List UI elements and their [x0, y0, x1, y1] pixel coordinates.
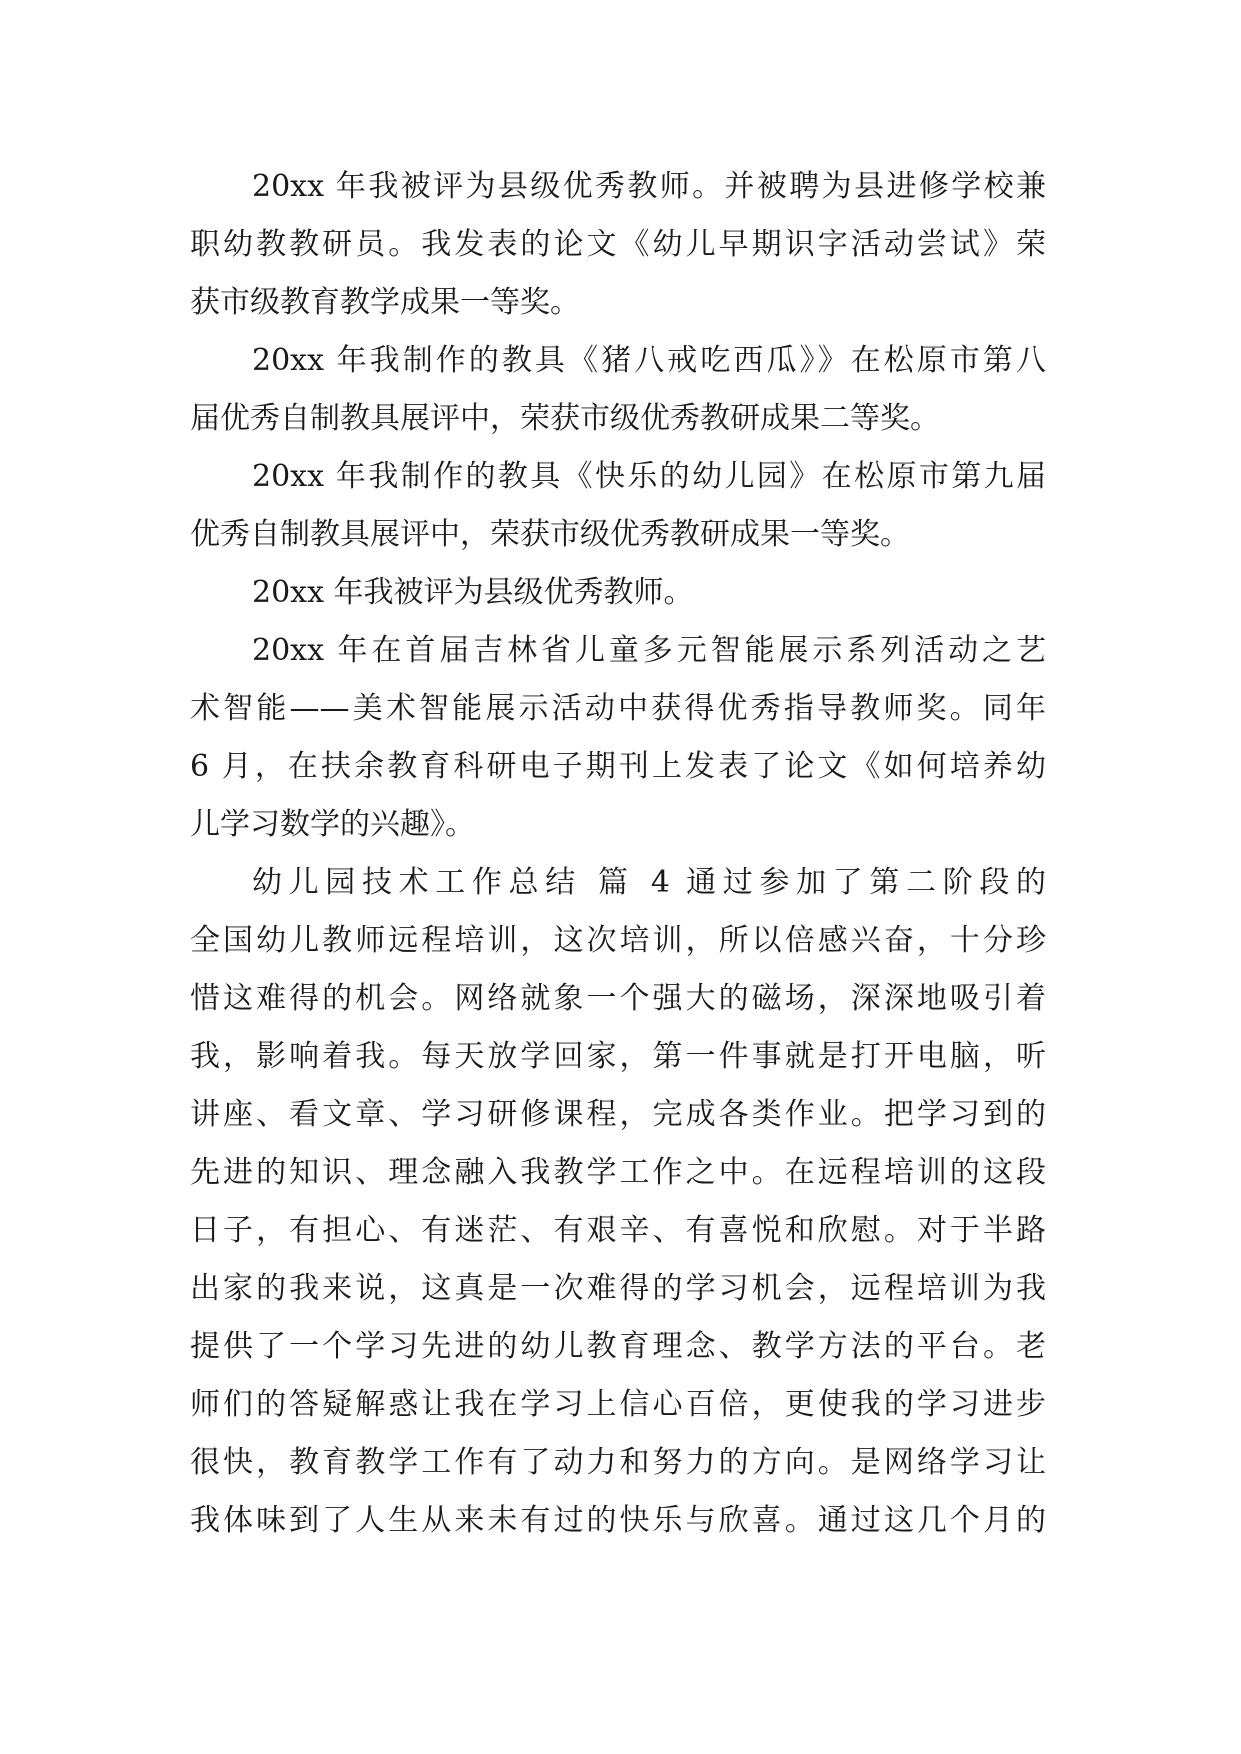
- text-line: 20xx 年在首届吉林省儿童多元智能展示系列活动之艺: [252, 633, 1046, 668]
- document-body: [190, 158, 1046, 1550]
- text-line: 术智能——美术智能展示活动中获得优秀指导教师奖。同年: [190, 691, 1046, 726]
- text-line: 获市级教育教学成果一等奖。: [190, 285, 580, 320]
- text-line: 讲座、看文章、学习研修课程，完成各类作业。把学习到的: [190, 1097, 1046, 1132]
- text-line: 提供了一个学习先进的幼儿教育理念、教学方法的平台。老: [190, 1329, 1046, 1364]
- text-line: 全国幼儿教师远程培训，这次培训，所以倍感兴奋，十分珍: [190, 923, 1046, 958]
- text-line: 职幼教教研员。我发表的论文《幼儿早期识字活动尝试》荣: [190, 227, 1046, 262]
- text-line: 20xx 年我被评为县级优秀教师。并被聘为县进修学校兼: [252, 169, 1046, 204]
- text-line: 出家的我来说，这真是一次难得的学习机会，远程培训为我: [190, 1271, 1046, 1306]
- text-line: 20xx 年我被评为县级优秀教师。: [252, 575, 694, 610]
- text-line: 6 月，在扶余教育科研电子期刊上发表了论文《如何培养幼: [190, 749, 1046, 784]
- text-line: 优秀自制教具展评中，荣获市级优秀教研成果一等奖。: [190, 517, 910, 552]
- text-line: 我，影响着我。每天放学回家，第一件事就是打开电脑，听: [190, 1039, 1046, 1074]
- text-line: 惜这难得的机会。网络就象一个强大的磁场，深深地吸引着: [190, 981, 1046, 1016]
- text-line: 届优秀自制教具展评中，荣获市级优秀教研成果二等奖。: [190, 401, 940, 436]
- text-line: 很快，教育教学工作有了动力和努力的方向。是网络学习让: [190, 1445, 1046, 1480]
- text-line: 幼儿园技术工作总结 篇 4 通过参加了第二阶段的: [252, 865, 1046, 900]
- text-line: 师们的答疑解惑让我在学习上信心百倍，更使我的学习进步: [190, 1387, 1046, 1422]
- text-line: 先进的知识、理念融入我教学工作之中。在远程培训的这段: [190, 1155, 1046, 1190]
- text-line: 我体味到了人生从来未有过的快乐与欣喜。通过这几个月的: [190, 1503, 1046, 1538]
- text-line: 儿学习数学的兴趣》。: [190, 807, 475, 842]
- text-line: 20xx 年我制作的教具《快乐的幼儿园》在松原市第九届: [252, 459, 1046, 494]
- text-line: 日子，有担心、有迷茫、有艰辛、有喜悦和欣慰。对于半路: [190, 1213, 1046, 1248]
- text-line: 20xx 年我制作的教具《猪八戒吃西瓜》》在松原市第八: [252, 343, 1046, 378]
